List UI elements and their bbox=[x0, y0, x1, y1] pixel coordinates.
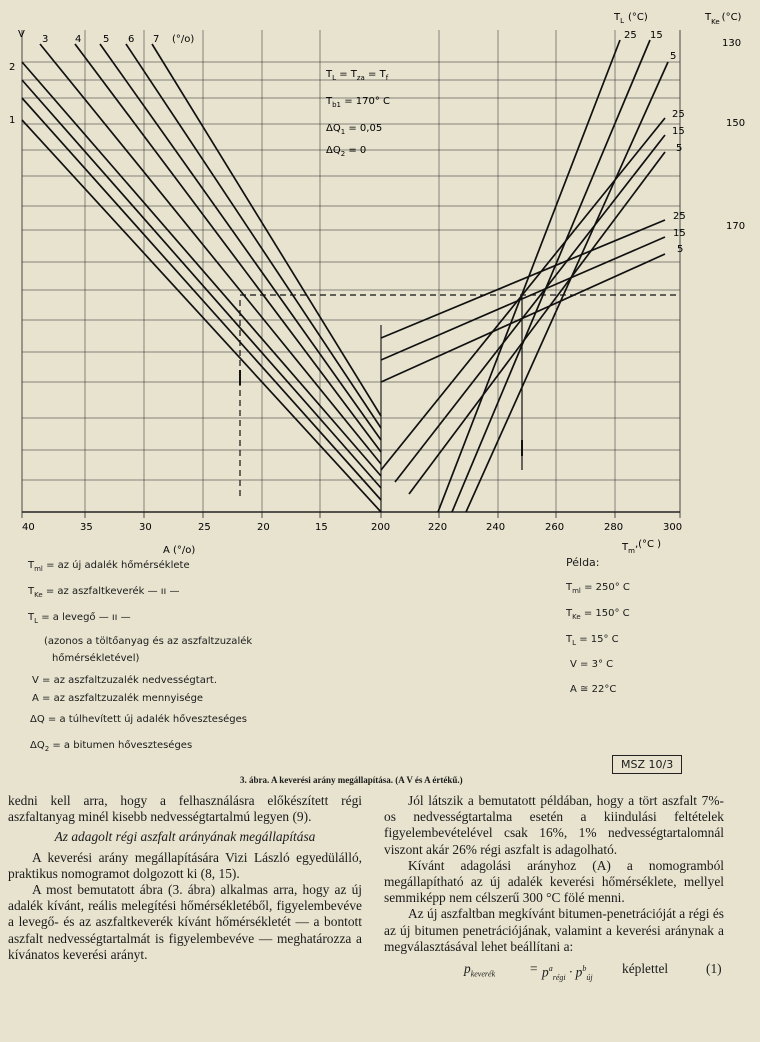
standard-box: MSZ 10/3 bbox=[612, 755, 682, 774]
tke-label: $T_{Ke}$ (°C) bbox=[705, 12, 742, 26]
v-unit: (°/o) bbox=[172, 34, 195, 45]
a-tick: 40 bbox=[22, 522, 35, 533]
figure-caption: 3. ábra. A keverési arány megállapítása. (A V és A értékű.) bbox=[240, 775, 463, 785]
v-left-tick: 1 bbox=[9, 115, 16, 126]
a-tick: 200 bbox=[371, 522, 391, 533]
legend-item: V = az aszfaltzuzalék nedvességtart. bbox=[32, 675, 218, 686]
tm-tick: 300 bbox=[663, 522, 683, 533]
tl-tick: 15 bbox=[650, 30, 663, 41]
v-left-tick: 2 bbox=[9, 62, 16, 73]
tke-tick: 130 bbox=[722, 38, 742, 49]
left-curve bbox=[22, 120, 381, 512]
legend-item: (azonos a töltőanyag és az aszfaltzuzalék bbox=[44, 636, 253, 647]
a-tick: 25 bbox=[198, 522, 211, 533]
paragraph: A keverési arány megállapítására Vizi László egyedülálló, praktikus nomogramot dolgozott ki (8, 15). bbox=[8, 849, 362, 881]
a-tick: 30 bbox=[139, 522, 152, 533]
legend-item: hőmérsékletével) bbox=[52, 653, 140, 664]
formula-eq: = bbox=[530, 961, 538, 977]
legend-item: $T_{Ke}$ = az aszfaltkeverék — ıı — bbox=[28, 586, 180, 599]
curve-label: 25 bbox=[672, 109, 685, 120]
right-curve bbox=[395, 135, 665, 482]
example-row: $T_{ml} = 250^\circ$ C bbox=[566, 582, 630, 595]
formula-lhs: $p_{keverék}$ bbox=[464, 961, 496, 979]
formula bbox=[384, 961, 724, 985]
curve-label: 5 bbox=[670, 51, 677, 62]
example-row: A ≅ 22°C bbox=[570, 684, 617, 695]
right-curve bbox=[381, 254, 665, 382]
paragraph: Jól látszik a bemutatott példában, hogy a tört aszfalt 7%-os nedvességtartalma esetén a kiindulási feltételek figyelembevételével csak 16%, 1% nedvességtartalomnál viszont akár 26% régi aszfalt is adagolható. bbox=[384, 793, 724, 857]
curve-label: 15 bbox=[673, 228, 686, 239]
curve-label: 25 bbox=[673, 211, 686, 222]
legend-item: $T_{ml}$ = az új adalék hőmérséklete bbox=[28, 560, 190, 573]
info-line: $T_L = T_{za} = T_f$ bbox=[326, 69, 389, 82]
a-tick: 20 bbox=[257, 522, 270, 533]
example-row: $T_L = 15^\circ$ C bbox=[566, 634, 619, 647]
right-column bbox=[384, 793, 724, 985]
example-row: V = 3° C bbox=[570, 659, 614, 670]
paragraph: Kívánt adagolási arányhoz (A) a nomogramból megállapítható az új adalék keverési hőmérséklete, mellyel semmiképp nem célszerű 300 °C fölé menni. bbox=[384, 857, 724, 906]
tm-tick: 280 bbox=[604, 522, 624, 533]
v-tick: 5 bbox=[103, 34, 110, 45]
curve-label: 15 bbox=[672, 126, 685, 137]
info-line: $\Delta Q_1 = 0,05$ bbox=[326, 123, 383, 136]
tm-axis-label: $T_m,(^\circ C$ ) bbox=[622, 539, 662, 555]
tke-tick: 150 bbox=[726, 118, 746, 129]
v-axis-label: V bbox=[18, 29, 25, 40]
section-heading: Az adagolt régi aszfalt arányának megállapítása bbox=[54, 829, 316, 845]
left-column bbox=[8, 793, 362, 963]
right-curve bbox=[409, 152, 665, 494]
paragraph: kedni kell arra, hogy a felhasználásra előkészített régi aszfaltanyag minél kisebb nedvességtartalmú legyen (9). bbox=[8, 793, 362, 825]
formula-rhs: $p^a_{régi} \cdot p^b_{új}$ bbox=[542, 964, 593, 983]
curve-label: 5 bbox=[677, 244, 684, 255]
a-tick: 15 bbox=[315, 522, 328, 533]
v-tick: 4 bbox=[75, 34, 82, 45]
right-curve bbox=[381, 118, 665, 470]
info-line: $\Delta Q_2 = 0$ bbox=[326, 145, 367, 158]
legend-item: A = az aszfaltzuzalék mennyisége bbox=[32, 693, 204, 704]
tm-tick: 260 bbox=[545, 522, 565, 533]
tl-label: $T_L$ (°C) bbox=[614, 12, 648, 25]
tm-tick: 240 bbox=[486, 522, 506, 533]
tke-tick: 170 bbox=[726, 221, 746, 232]
curve-label: 5 bbox=[676, 143, 683, 154]
paragraph: A most bemutatott ábra (3. ábra) alkalmas arra, hogy az új adalék kívánt, reális melegítési hőmérsékletéből, figyelembevéve a levegő- és az aszfaltkeverék kívánt hőmérsékletét — a bontott aszfalt nedvességtartalmát is figyelembevéve — meghatározza a kívánatos keverési arányt. bbox=[8, 882, 362, 962]
tl-tick: 25 bbox=[624, 30, 637, 41]
v-tick: 3 bbox=[42, 34, 49, 45]
tm-tick: 220 bbox=[428, 522, 448, 533]
formula-tail: képlettel bbox=[622, 961, 669, 977]
a-axis-label: A (°/o) bbox=[163, 545, 196, 556]
legend-item: $\Delta Q_2 = a$ bitumen hőveszteséges bbox=[30, 740, 193, 753]
formula-number: (1) bbox=[706, 961, 722, 977]
right-curve bbox=[452, 40, 650, 512]
v-tick: 7 bbox=[153, 34, 160, 45]
example-title: Példa: bbox=[566, 556, 600, 569]
right-curve bbox=[466, 62, 668, 512]
left-curve bbox=[40, 44, 381, 464]
v-tick: 6 bbox=[128, 34, 135, 45]
info-line: $T_{b1} = 170^\circ$ C bbox=[326, 96, 390, 109]
nomogram-curves bbox=[22, 40, 668, 512]
example-row: $T_{Ke} = 150^\circ$ C bbox=[566, 608, 630, 621]
paragraph: Az új aszfaltban megkívánt bitumen-penetrációját a régi és az új bitumen penetrációjának, valamint a keverési aránynak a megválasztásával lehet beállítani a: bbox=[384, 906, 724, 954]
legend-item: ΔQ = a túlhevített új adalék hőveszteséges bbox=[30, 714, 248, 725]
a-tick: 35 bbox=[80, 522, 93, 533]
right-curve bbox=[381, 220, 665, 338]
legend-item: $T_L = a$ levegő — ıı — bbox=[28, 612, 131, 625]
left-curve bbox=[22, 80, 381, 488]
